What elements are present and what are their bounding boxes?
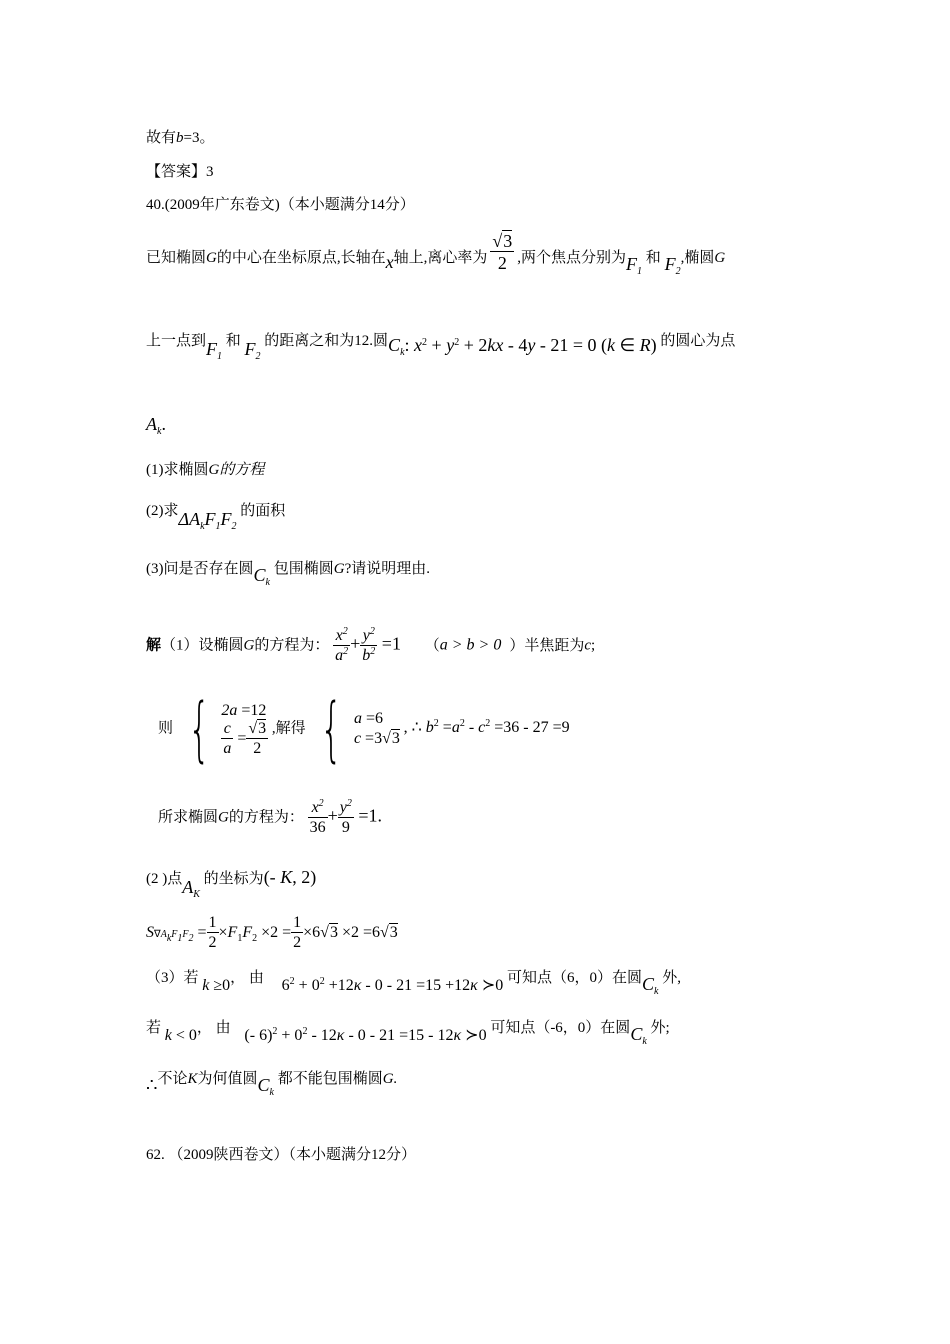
solution-part-3-case-2: 若 k < 0， 由 (- $6)^2 + 0^2 - 12\kappa - 0 - 21 =15 - 12\kappa$ ≻0 可知点（-6，0）在圆$C_k$ 外; [146,1020,670,1047]
solution-area: $S\nabla A_kF_1F_2$ = $\frac{1}{2}$ $\times F_1F_2 \times 2$ = $\frac{1}{2}$ ×6√3 ×2 =6√3 [146,914,398,951]
solution-conclusion: ∴不论K为何值圆$C_k$ 都不能包围椭圆G. [146,1071,398,1098]
part-1-question: (1)求椭圆G的方程 [146,462,265,478]
part-2-question: (2)求$\Delta A_kF_1F_2$ 的面积 [146,503,286,532]
text-line-answer-intro: 故有b=3。 [146,130,215,146]
point-a-k: $A_k$. [146,414,166,437]
solution-part-2-point: (2 )点$A_K$ 的坐标为(- K, 2) [146,867,317,900]
solution-part-1: 解（1）设椭圆G的方程为： $\frac{x^2}{a^2}$ + $\frac{y^2}{b^2}$ =1 （a > b > 0 ）半焦距为c; [146,626,596,664]
problem-statement-line-1: 已知椭圆G的中心在坐标原点,长轴在x轴上,离心率为 $\frac{√3}{2}$ ,两个焦点分别为$F_1$ 和 $F_2$,椭圆G [146,231,726,277]
solution-ellipse-equation: 所求椭圆G的方程为： $\frac{x^2}{36}$ + $\frac{y^2}{9}$ =1. [158,798,383,836]
part-3-question: (3)问是否存在圆$C_k$ 包围椭圆G?请说明理由. [146,561,430,588]
problem-header-62: 62. （2009陕西卷文）（本小题满分12分） [146,1147,417,1163]
problem-statement-line-2: 上一点到$F_1$ 和 $F_2$ 的距离之和为12.圆$C_k$: $x^2 + y^2 + 2kx - 4y - 21 = 0$ (k ∈ R) 的圆心为点 [146,333,736,362]
answer-line: 【答案】3 [146,164,214,180]
solution-part-3-case-1: （3）若 k ≥0， 由 $6^2 + 0^2 +12\kappa - 0 - 21 =15 +12\kappa$ ≻0 可知点（6，0）在圆$C_k$ 外, [146,970,681,997]
problem-header-40: 40.(2009年广东卷文)（本小题满分14分） [146,197,415,213]
solution-system: 则 { 2a =12 $\frac{c}{a}$ = $\frac{√3}{2}$ ,解得 { a =6 c =3√3 , ∴ $b^2 =a^2 - c^2 =36 - 27 =9$ [158,688,570,770]
